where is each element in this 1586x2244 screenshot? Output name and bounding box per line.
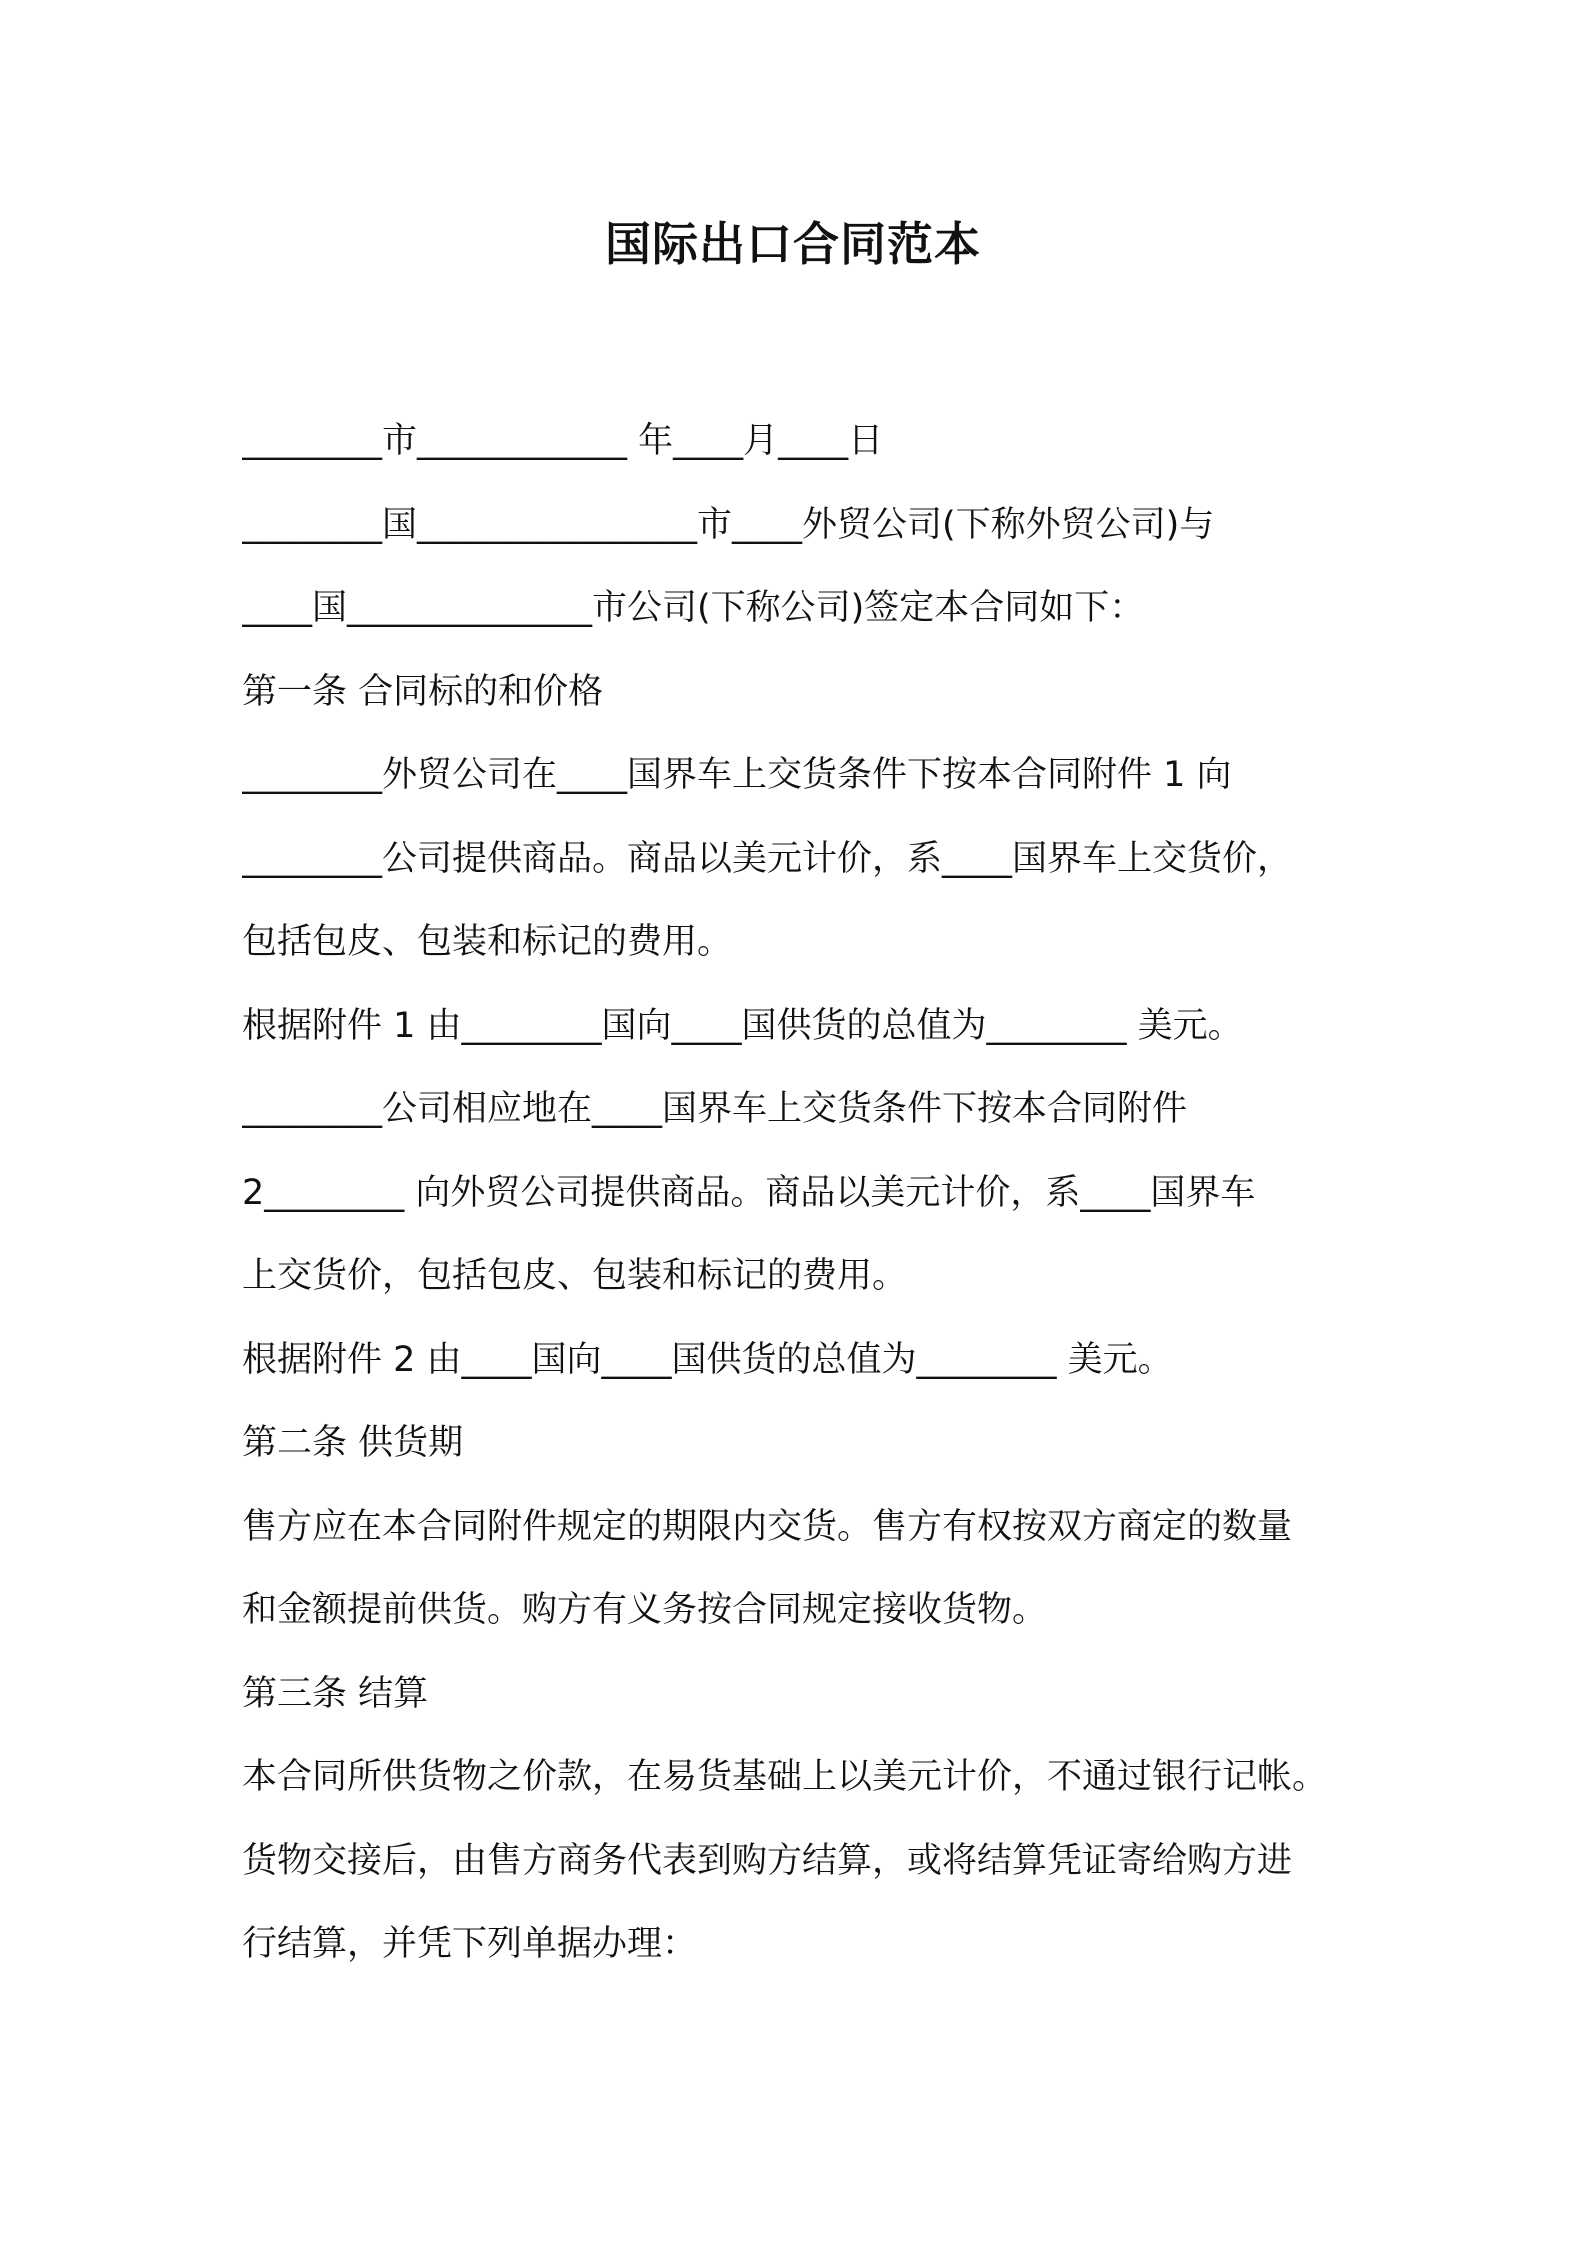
- article-1-paragraph-line: 包括包皮、包装和标记的费用。: [242, 922, 733, 962]
- article-3-paragraph-line: 货物交接后，由售方商务代表到购方结算，或将结算凭证寄给购方进: [242, 1840, 1293, 1881]
- article-3-heading: 第三条 结算: [242, 1673, 429, 1714]
- article-2-paragraph-line: 售方应在本合同附件规定的期限内交货。售方有权按双方商定的数量: [242, 1506, 1293, 1547]
- article-1-paragraph-line: 上交货价，包括包皮、包装和标记的费用。: [242, 1256, 908, 1296]
- article-1-paragraph-line: ________外贸公司在____国界车上交货条件下按本合同附件 1 向: [242, 755, 1232, 795]
- party-a-line: ________国________________市____外贸公司(下称外贸公司)与: [242, 504, 1215, 545]
- article-2-paragraph-line: 和金额提前供货。购方有义务按合同规定接收货物。: [242, 1590, 1048, 1630]
- party-b-line: ____国______________市公司(下称公司)签定本合同如下：: [242, 588, 1145, 628]
- article-3-paragraph-line: 本合同所供货物之价款，在易货基础上以美元计价，不通过银行记帐。: [242, 1757, 1328, 1797]
- article-1-total-line: 根据附件 2 由____国向____国供货的总值为________ 美元。: [242, 1339, 1173, 1380]
- article-1-heading: 第一条 合同标的和价格: [242, 671, 604, 712]
- article-3-paragraph-line: 行结算，并凭下列单据办理：: [242, 1924, 698, 1964]
- article-1-paragraph-line: 2________ 向外贸公司提供商品。商品以美元计价，系____国界车: [242, 1172, 1256, 1213]
- contract-body: [242, 400, 1362, 1987]
- article-1-paragraph-line: ________公司相应地在____国界车上交货条件下按本合同附件: [242, 1089, 1188, 1129]
- article-1-total-line: 根据附件 1 由________国向____国供货的总值为________ 美元。: [242, 1005, 1243, 1046]
- date-line: ________市____________ 年____月____日: [242, 421, 884, 461]
- document-title: 国际出口合同范本: [605, 217, 981, 271]
- article-2-heading: 第二条 供货期: [242, 1423, 464, 1463]
- article-1-paragraph-line: ________公司提供商品。商品以美元计价，系____国界车上交货价，: [242, 838, 1293, 879]
